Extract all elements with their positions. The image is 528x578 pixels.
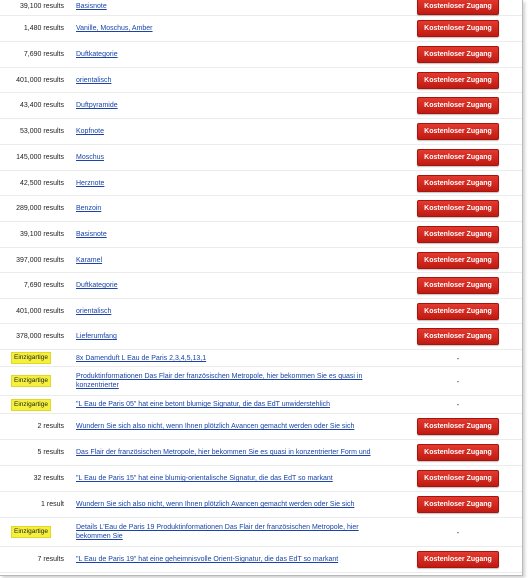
keyword-cell xyxy=(71,440,394,466)
result-count: 39,100 results xyxy=(20,3,64,10)
table-row xyxy=(0,547,522,573)
keyword-link[interactable]: "L Eau de Paris 05" hat eine betont blumige Signatur, die das EdT unwiderstehlich xyxy=(76,401,331,408)
result-count-cell xyxy=(0,171,71,196)
result-count-cell xyxy=(0,350,71,367)
action-cell xyxy=(394,299,522,324)
action-cell xyxy=(394,367,522,396)
table-row xyxy=(0,350,522,367)
keyword-link[interactable]: Basisnote xyxy=(76,231,107,238)
action-cell xyxy=(394,350,522,367)
table-row xyxy=(0,222,522,248)
table-row xyxy=(0,273,522,299)
result-count: 53,000 results xyxy=(20,128,64,135)
action-cell xyxy=(394,0,522,16)
table-row xyxy=(0,68,522,93)
action-cell xyxy=(394,145,522,171)
table-row xyxy=(0,196,522,222)
result-count-cell xyxy=(0,119,71,145)
result-count: 401,000 results xyxy=(16,76,64,84)
keyword-cell xyxy=(71,145,394,171)
result-count: 39,100 results xyxy=(20,231,64,238)
table-row xyxy=(0,396,522,414)
table-row xyxy=(0,466,522,492)
keyword-link[interactable]: orientalisch xyxy=(76,76,112,84)
result-count: 7,690 results xyxy=(23,51,64,58)
keyword-link[interactable]: orientalisch xyxy=(76,307,112,315)
result-count-cell xyxy=(0,93,71,119)
free-access-button[interactable]: Kostenloser Zugang xyxy=(417,303,499,320)
keyword-cell xyxy=(71,273,394,299)
table-row xyxy=(0,171,522,196)
free-access-button[interactable]: Kostenloser Zugang xyxy=(417,328,499,345)
keyword-cell xyxy=(71,222,394,248)
result-count-cell xyxy=(0,273,71,299)
action-cell xyxy=(394,492,522,518)
table-row xyxy=(0,324,522,350)
free-access-button[interactable]: Kostenloser Zugang xyxy=(417,277,499,294)
result-count: 1 result xyxy=(41,501,64,508)
result-count-cell xyxy=(0,145,71,171)
keyword-cell xyxy=(71,248,394,273)
keyword-cell xyxy=(71,367,394,396)
action-cell xyxy=(394,196,522,222)
result-count: 145,000 results xyxy=(16,154,64,161)
keyword-link[interactable]: "L Eau de Paris 15" hat eine blumig-orientalische Signatur, die das EdT so markant xyxy=(76,475,333,482)
free-access-button[interactable]: Kostenloser Zugang xyxy=(417,123,499,140)
result-count-cell xyxy=(0,299,71,324)
action-cell xyxy=(394,42,522,68)
result-count-cell xyxy=(0,518,71,547)
keyword-cell xyxy=(71,299,394,324)
keyword-cell xyxy=(71,324,394,350)
keyword-link[interactable]: 8x Damenduft L Eau de Paris 2,3,4,5,13,1 xyxy=(76,354,207,362)
action-cell xyxy=(394,16,522,42)
no-action-dash: - xyxy=(456,527,460,537)
free-access-button[interactable]: Kostenloser Zugang xyxy=(417,470,499,487)
result-count-cell xyxy=(0,0,71,16)
no-action-dash: - xyxy=(456,376,460,386)
result-count: 289,000 results xyxy=(16,205,64,212)
result-count: 7,690 results xyxy=(23,282,64,289)
result-count-cell xyxy=(0,68,71,93)
action-cell xyxy=(394,93,522,119)
result-count: 1,480 results xyxy=(23,25,64,32)
action-cell xyxy=(394,396,522,414)
table-row xyxy=(0,492,522,518)
keyword-cell xyxy=(71,196,394,222)
free-access-button[interactable]: Kostenloser Zugang xyxy=(417,252,499,269)
result-count: 43,400 results xyxy=(20,102,64,109)
table-row xyxy=(0,119,522,145)
keyword-cell xyxy=(71,396,394,414)
keyword-link[interactable]: Duftkategorie xyxy=(76,282,118,289)
keyword-link[interactable]: Produktinformationen Das Flair der französischen Metropole, hier bekommen Sie es quasi in konzentrierter xyxy=(76,373,363,389)
result-count: 397,000 results xyxy=(16,256,64,264)
free-access-button[interactable]: Kostenloser Zugang xyxy=(417,551,499,568)
action-cell xyxy=(394,273,522,299)
table-row xyxy=(0,299,522,324)
result-count-cell xyxy=(0,42,71,68)
keyword-link[interactable]: Vanille, Moschus, Amber xyxy=(76,25,153,32)
result-count: 32 results xyxy=(33,475,64,482)
keyword-cell xyxy=(71,16,394,42)
result-count: 7 results xyxy=(37,556,64,563)
keyword-link[interactable]: Basisnote xyxy=(76,3,107,10)
result-count-cell xyxy=(0,414,71,440)
free-access-button[interactable]: Kostenloser Zugang xyxy=(417,149,499,166)
keyword-link[interactable]: Wundern Sie sich also nicht, wenn Ihnen plötzlich Avancen gemacht werden oder Sie sich xyxy=(76,501,355,508)
result-count: 2 results xyxy=(37,423,64,430)
free-access-button[interactable]: Kostenloser Zugang xyxy=(417,226,499,243)
result-count-cell xyxy=(0,367,71,396)
action-cell xyxy=(394,466,522,492)
table-row xyxy=(0,42,522,68)
keyword-link[interactable]: Lieferumfang xyxy=(76,333,117,340)
keyword-cell xyxy=(71,68,394,93)
free-access-button[interactable]: Kostenloser Zugang xyxy=(417,418,499,435)
keyword-cell xyxy=(71,492,394,518)
free-access-button[interactable]: Kostenloser Zugang xyxy=(417,175,499,192)
table-row xyxy=(0,414,522,440)
result-count-cell xyxy=(0,222,71,248)
keyword-link[interactable]: Karamel xyxy=(76,256,103,264)
action-cell xyxy=(394,518,522,547)
keyword-link[interactable]: Duftkategorie xyxy=(76,51,118,58)
keyword-link[interactable]: Duftpyramide xyxy=(76,102,118,109)
action-cell xyxy=(394,68,522,93)
free-access-button[interactable]: Kostenloser Zugang xyxy=(417,97,499,114)
result-count: 5 results xyxy=(37,449,64,456)
table-row xyxy=(0,0,522,16)
action-cell xyxy=(394,440,522,466)
keyword-cell xyxy=(71,518,394,547)
keyword-cell xyxy=(71,93,394,119)
free-access-button[interactable]: Kostenloser Zugang xyxy=(417,20,499,37)
action-cell xyxy=(394,324,522,350)
free-access-button[interactable]: Kostenloser Zugang xyxy=(417,200,499,217)
result-count: 378,000 results xyxy=(16,333,64,340)
table-row xyxy=(0,248,522,273)
result-count-cell xyxy=(0,196,71,222)
keyword-cell xyxy=(71,350,394,367)
keyword-cell xyxy=(71,42,394,68)
action-cell xyxy=(394,248,522,273)
result-count-cell xyxy=(0,440,71,466)
keyword-link[interactable]: Details L'Eau de Paris 19 Produktinformationen Das Flair der französischen Metropole, hier bekommen Sie xyxy=(76,524,359,540)
keyword-link[interactable]: Wundern Sie sich also nicht, wenn Ihnen plötzlich Avancen gemacht werden oder Sie sich xyxy=(76,423,355,430)
unique-badge: Einzigartige xyxy=(11,526,51,538)
free-access-button[interactable]: Kostenloser Zugang xyxy=(417,496,499,513)
result-count-cell xyxy=(0,396,71,414)
table-row xyxy=(0,93,522,119)
no-action-dash: - xyxy=(456,353,460,363)
no-action-dash: - xyxy=(456,400,460,409)
unique-badge: Einzigartige xyxy=(11,375,51,387)
keyword-cell xyxy=(71,466,394,492)
keyword-link[interactable]: Kopfnote xyxy=(76,128,105,135)
action-cell xyxy=(394,171,522,196)
result-count-cell xyxy=(0,16,71,42)
result-count: 42,500 results xyxy=(20,179,64,187)
keyword-link[interactable]: Moschus xyxy=(76,154,105,161)
action-cell xyxy=(394,414,522,440)
unique-badge: Einzigartige xyxy=(11,352,51,364)
keyword-link[interactable]: Herznote xyxy=(76,179,105,187)
action-cell xyxy=(394,547,522,573)
result-count-cell xyxy=(0,492,71,518)
keyword-cell xyxy=(71,171,394,196)
table-row xyxy=(0,16,522,42)
keyword-link[interactable]: Das Flair der französischen Metropole, hier bekommen Sie es quasi in konzentrierter Form und xyxy=(76,449,371,456)
action-cell xyxy=(394,119,522,145)
result-count-cell xyxy=(0,547,71,573)
result-count-cell xyxy=(0,248,71,273)
table-row xyxy=(0,145,522,171)
keyword-cell xyxy=(71,119,394,145)
result-count-cell xyxy=(0,466,71,492)
action-cell xyxy=(394,222,522,248)
result-count-cell xyxy=(0,324,71,350)
result-count: 401,000 results xyxy=(16,307,64,315)
free-access-button[interactable]: Kostenloser Zugang xyxy=(417,0,499,15)
free-access-button[interactable]: Kostenloser Zugang xyxy=(417,444,499,461)
table-row xyxy=(0,440,522,466)
keyword-cell xyxy=(71,414,394,440)
table-row xyxy=(0,518,522,547)
keyword-cell xyxy=(71,547,394,573)
unique-badge: Einzigartige xyxy=(11,399,51,411)
keyword-link[interactable]: Benzoin xyxy=(76,205,102,212)
free-access-button[interactable]: Kostenloser Zugang xyxy=(417,46,499,63)
keyword-link[interactable]: "L Eau de Paris 19" hat eine geheimnisvolle Orient-Signatur, die das EdT so markant xyxy=(76,556,339,563)
keyword-cell xyxy=(71,0,394,16)
free-access-button[interactable]: Kostenloser Zugang xyxy=(417,72,499,89)
table-row xyxy=(0,367,522,396)
